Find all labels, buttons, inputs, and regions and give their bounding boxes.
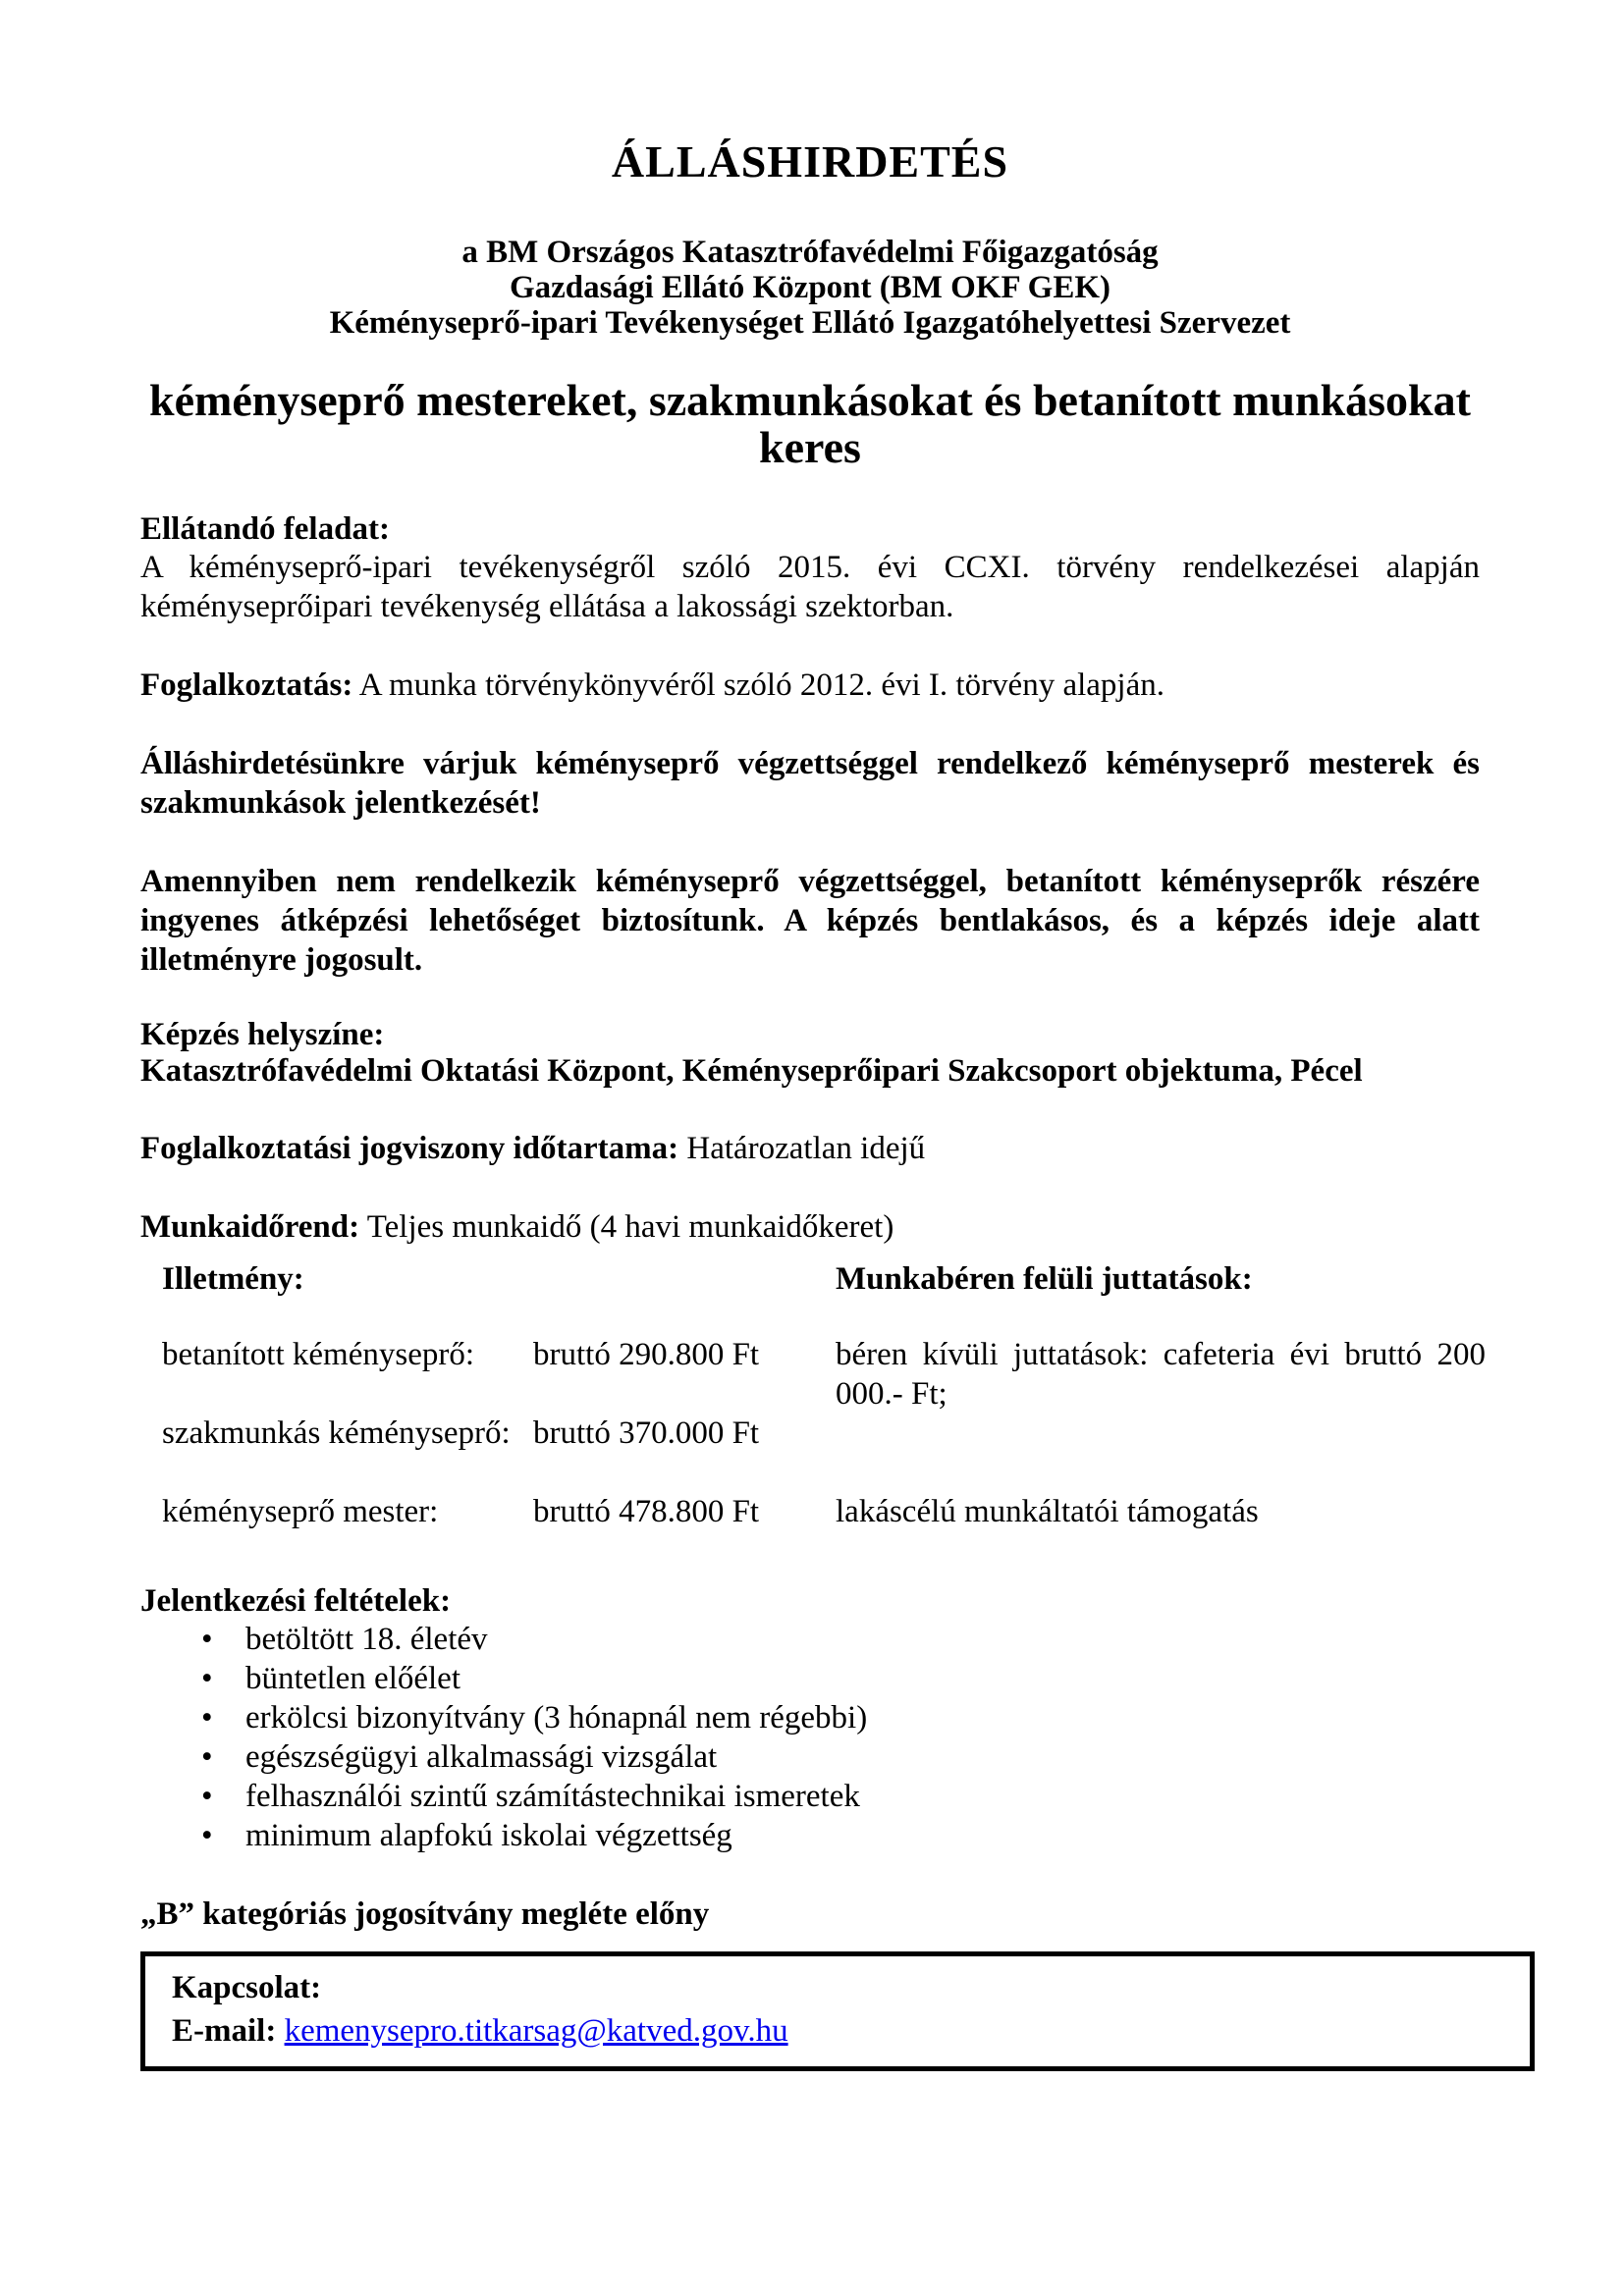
salary-row-benefit: béren kívüli juttatások: cafeteria évi bruttó 200 000.- Ft; — [836, 1337, 1486, 1412]
email-link[interactable]: kemenysepro.titkarsag@katved.gov.hu — [284, 2013, 788, 2049]
requirement-item: • felhasználói szintű számítástechnikai ismeretek — [140, 1777, 1480, 1816]
employment-label: Foglalkoztatás: — [140, 667, 353, 703]
salary-row-benefit — [836, 1414, 1486, 1492]
org-line-3: Kéményseprő-ipari Tevékenységet Ellátó Igazgatóhelyettesi Szervezet — [329, 305, 1291, 341]
requirement-item: • büntetlen előélet — [140, 1659, 1480, 1698]
job-headline-line-1: kéményseprő mestereket, szakmunkásokat és betanított munkásokat — [149, 375, 1471, 425]
job-headline — [140, 377, 1480, 471]
section-training — [140, 862, 1480, 980]
salary-row-value: bruttó 290.800 Ft — [533, 1337, 760, 1372]
organization-block — [140, 235, 1480, 341]
contact-email-line — [172, 2009, 1510, 2053]
section-invite — [140, 744, 1480, 823]
salary-left-header: Illetmény: — [162, 1261, 304, 1297]
requirement-item: • egészségügyi alkalmassági vizsgálat — [140, 1737, 1480, 1777]
salary-row-label: kéményseprő mester: — [162, 1494, 439, 1529]
document-title: ÁLLÁSHIRDETÉS — [611, 136, 1009, 187]
requirement-item: • betöltött 18. életév — [140, 1620, 1480, 1659]
section-duration — [140, 1129, 1480, 1168]
salary-header-spacer — [533, 1259, 836, 1335]
task-label: Ellátandó feladat: — [140, 511, 390, 547]
duration-text: Határozatlan idejű — [686, 1131, 926, 1166]
schedule-label: Munkaidőrend: — [140, 1209, 360, 1245]
duration-label: Foglalkoztatási jogviszony időtartama: — [140, 1131, 679, 1166]
requirements-label: Jelentkezési feltételek: — [140, 1583, 452, 1619]
schedule-text: Teljes munkaidő (4 havi munkaidőkeret) — [366, 1209, 894, 1245]
task-text: A kéményseprő-ipari tevékenységről szóló 2015. évi CCXI. törvény rendelkezései alapján kéményseprőipari tevékenység ellátása a lakossági szektorban. — [140, 550, 1480, 624]
requirement-item: • erkölcsi bizonyítvány (3 hónapnál nem régebbi) — [140, 1698, 1480, 1737]
section-schedule — [140, 1207, 1480, 1247]
salary-row-label: betanított kéményseprő: — [162, 1337, 474, 1372]
org-line-1: a BM Országos Katasztrófavédelmi Főigazgatóság — [461, 235, 1159, 270]
advantage-note: „B” kategóriás jogosítvány megléte előny — [140, 1896, 710, 1932]
job-headline-line-2: keres — [759, 422, 861, 472]
section-employment — [140, 666, 1480, 705]
salary-row-value: bruttó 478.800 Ft — [533, 1494, 760, 1529]
email-label: E-mail: — [172, 2013, 277, 2049]
training-text: Amennyiben nem rendelkezik kéményseprő végzettséggel, betanított kéményseprők részére ingyenes átképzési lehetőséget biztosítunk. A képzés bentlakásos, és a képzés ideje alatt illetményre jogosult. — [140, 864, 1480, 978]
salary-right-header: Munkabéren felüli juttatások: — [836, 1261, 1253, 1297]
contact-label: Kapcsolat: — [172, 1970, 322, 2005]
training-location-text: Katasztrófavédelmi Oktatási Központ, Kéményseprőipari Szakcsoport objektuma, Pécel — [140, 1053, 1363, 1089]
salary-table — [162, 1259, 1486, 1571]
contact-box — [140, 1951, 1535, 2071]
employment-text: A munka törvénykönyvéről szóló 2012. évi I. törvény alapján. — [358, 667, 1164, 703]
org-line-2: Gazdasági Ellátó Központ (BM OKF GEK) — [509, 270, 1111, 305]
section-task — [140, 511, 1480, 626]
requirements-list — [140, 1620, 1480, 1855]
section-training-location — [140, 1017, 1480, 1090]
section-requirements — [140, 1583, 1480, 1855]
salary-row-label: szakmunkás kéményseprő: — [162, 1415, 511, 1451]
salary-row-benefit: lakáscélú munkáltatói támogatás — [836, 1494, 1259, 1529]
salary-row-value: bruttó 370.000 Ft — [533, 1415, 760, 1451]
training-location-label: Képzés helyszíne: — [140, 1017, 385, 1052]
requirement-item: • minimum alapfokú iskolai végzettség — [140, 1816, 1480, 1855]
invite-text: Álláshirdetésünkre várjuk kéményseprő végzettséggel rendelkező kéményseprő mesterek és szakmunkások jelentkezését! — [140, 746, 1480, 821]
